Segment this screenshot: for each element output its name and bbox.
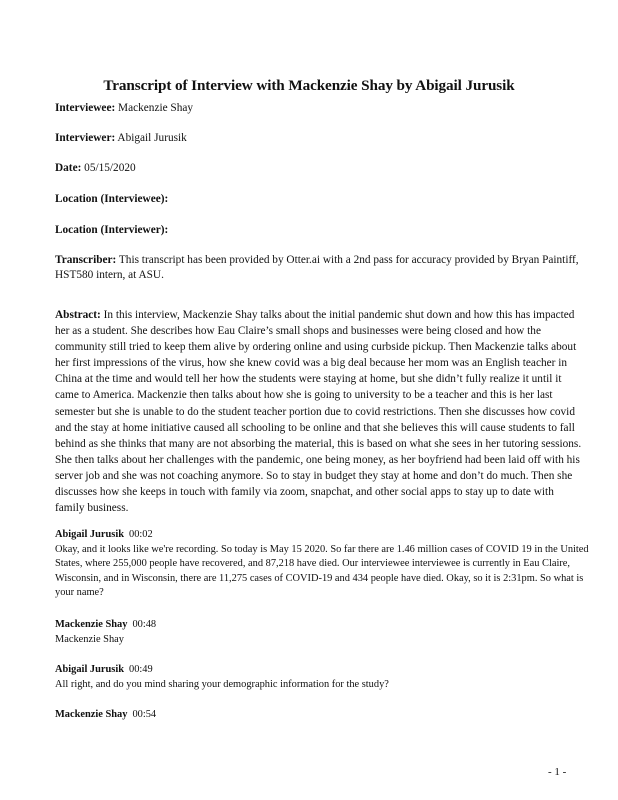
speaker-name: Abigail Jurusik (55, 664, 125, 675)
transcriber-paragraph (55, 253, 585, 284)
speaker-name: Mackenzie Shay (55, 709, 128, 720)
field-value: 05/15/2020 (81, 162, 136, 174)
page-number: - 1 - (548, 766, 567, 778)
field-label: Interviewee: (55, 102, 116, 114)
abstract-paragraph (55, 307, 583, 516)
timestamp: 00:49 (129, 664, 153, 675)
turn-text: Okay, and it looks like we're recording. So today is May 15 2020. So far there are 1.46 million cases of COVID 19 in the United States, where 255,000 people have recovered, and 87,218 have died. Our interviewee interviewee is currently in Eau Claire, Wisconsin, and in Wisconsin, there are 11,275 cases of COVID-19 and 434 people have died. Okay, so it is 2:31pm. So what is your name? (55, 543, 589, 599)
timestamp: 00:48 (132, 619, 157, 630)
field-label: Location (Interviewee): (55, 193, 169, 205)
transcript-turn (55, 528, 595, 601)
transcript-turn (55, 618, 595, 647)
turn-text: All right, and do you mind sharing your demographic information for the study? (55, 678, 389, 690)
transcriber-text: This transcript has been provided by Otter.ai with a 2nd pass for accuracy provided by Bryan Paintiff, HST580 intern, at ASU. (55, 254, 579, 282)
field-label: Date: (55, 162, 82, 174)
transcript-turn (55, 663, 595, 692)
turn-text: Mackenzie Shay (55, 633, 124, 645)
interviewer-field (55, 132, 187, 144)
timestamp: 00:54 (132, 709, 157, 720)
date-field (55, 162, 136, 174)
field-label: Interviewer: (55, 132, 116, 144)
field-label: Location (Interviewer): (55, 224, 169, 236)
location-interviewee-field (55, 193, 168, 205)
transcript-turn (55, 708, 595, 723)
field-value: Abigail Jurusik (115, 132, 187, 144)
speaker-name: Abigail Jurusik (55, 529, 125, 540)
location-interviewer-field (55, 224, 168, 236)
timestamp: 00:02 (129, 529, 153, 540)
interviewee-field (55, 102, 193, 114)
transcriber-label: Transcriber: (55, 254, 117, 266)
speaker-name: Mackenzie Shay (55, 619, 128, 630)
document-title: Transcript of Interview with Mackenzie Shay by Abigail Jurusik (103, 77, 515, 94)
abstract-text: In this interview, Mackenzie Shay talks about the initial pandemic shut down and how this has impacted her as a student. She describes how Eau Claire’s small shops and businesses were being closed and how the community still tried to keep them alive by ordering online and using curbside pickup. Then Mackenzie talks about her first impressions of the virus, how she knew covid was a big deal because her mom was an English teacher in China at the time and would tell her how the students were staying at home, but she didn’t fully realize it until it came to America. Mackenzie then talks about how she is going to university to be a teacher and this is her last semester but she is unable to do the student teacher portion due to covid restrictions. Then she discusses how covid and the stay at home initiative caused all schooling to be online and that she believes this will cause students to fall behind as she thinks that many are not absorbing the material, this is based on what she sees in her tutoring sessions. She then talks about her challenges with the pandemic, one being money, as her boyfriend had been laid off with his server job and she was not coaching anymore. So to stay in budget they stay at home and don’t do much. Then she discusses how she keeps in touch with family via zoom, snapchat, and other social apps to stay up to date with family business. (55, 309, 582, 515)
field-value: Mackenzie Shay (115, 102, 194, 114)
abstract-label: Abstract: (55, 309, 101, 321)
